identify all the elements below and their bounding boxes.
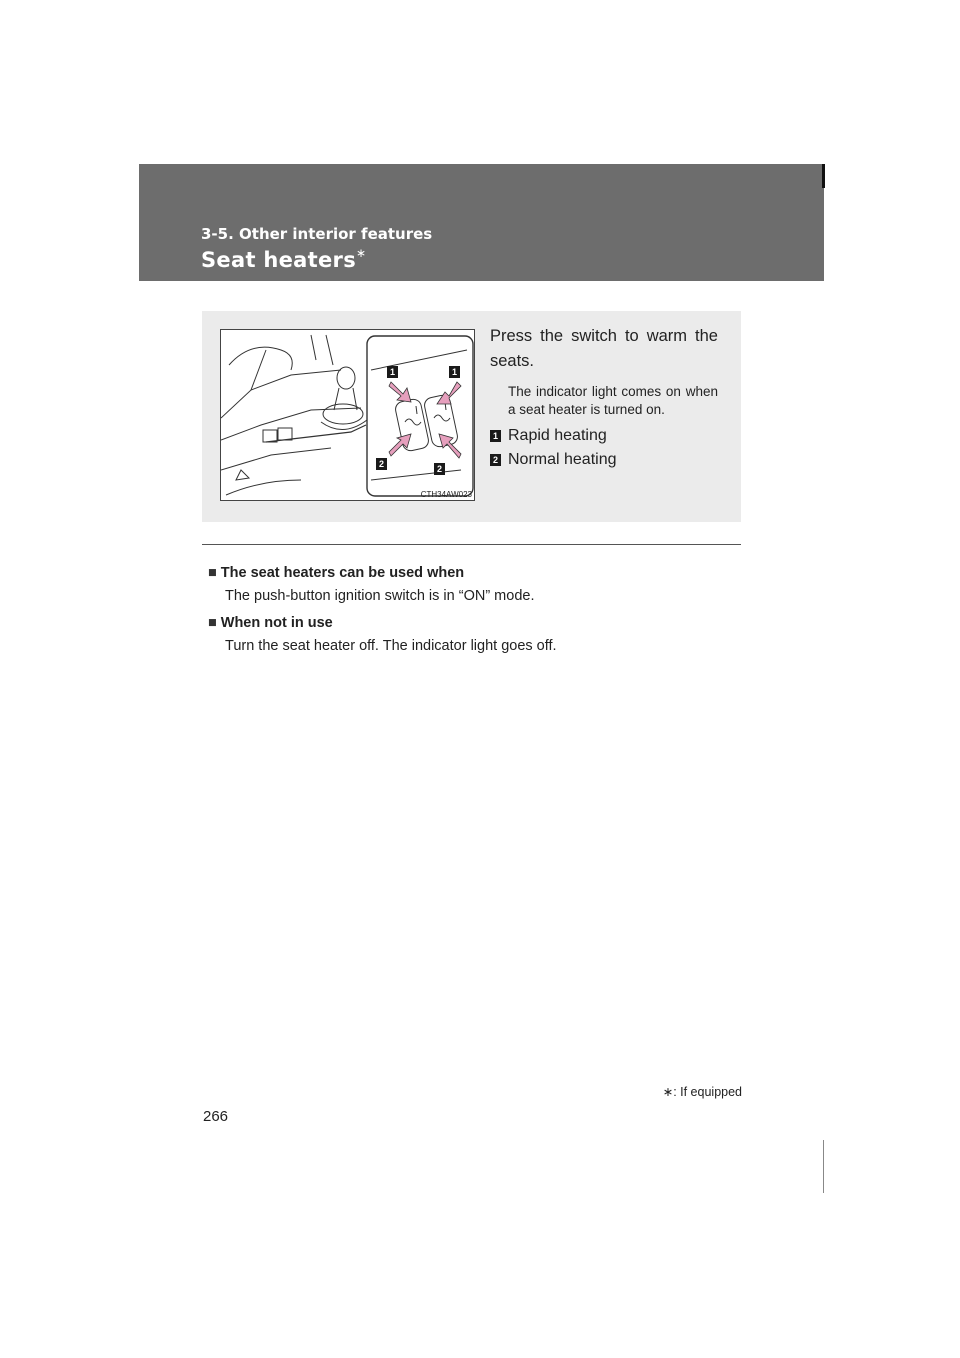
note-body: Turn the seat heater off. The indicator light goes off. (225, 638, 557, 654)
normal-arrow-left (389, 434, 411, 456)
side-marker (823, 1140, 824, 1193)
instruction-lead: Press the switch to warm the seats. (490, 327, 718, 370)
callout-1-left: 1 (389, 367, 396, 377)
notes-section (208, 563, 738, 663)
instruction-sub: The indicator light comes on when a seat heater is turned on. (508, 384, 718, 417)
legend-badge: 2 (490, 454, 501, 466)
callout-2-left: 2 (378, 459, 385, 469)
page-title (201, 248, 366, 272)
seat-heater-figure (220, 329, 475, 501)
rapid-arrow-left (389, 382, 411, 402)
legend-item-rapid (490, 427, 718, 445)
legend-item-normal (490, 451, 718, 469)
illustration-panel (202, 311, 741, 522)
square-bullet-icon: ■ (208, 565, 217, 581)
tab-marker (822, 164, 825, 188)
equipped-footnote: ∗: If equipped (662, 1085, 742, 1099)
legend-badge: 1 (490, 430, 501, 442)
legend-label: Normal heating (508, 451, 617, 468)
page-header (139, 164, 824, 281)
callout-1-right: 1 (451, 367, 458, 377)
equipped-mark: ∗ (356, 246, 367, 260)
legend-label: Rapid heating (508, 427, 607, 444)
divider (202, 544, 741, 545)
console-illustration (221, 330, 474, 500)
note-heading-text: When not in use (220, 615, 333, 631)
callout-2-right: 2 (436, 464, 443, 474)
rapid-arrow-right (437, 382, 461, 404)
square-bullet-icon: ■ (208, 615, 217, 631)
page-title-text: Seat heaters (201, 248, 356, 272)
note-heading (208, 563, 738, 583)
note-heading-text: The seat heaters can be used when (220, 565, 465, 581)
instruction-text (490, 324, 718, 469)
note-heading (208, 613, 738, 633)
figure-code: CTH34AW023 (420, 490, 472, 499)
note-body: The push-button ignition switch is in “ON” mode. (225, 588, 535, 604)
section-label: 3-5. Other interior features (201, 225, 433, 243)
page-number: 266 (203, 1108, 229, 1125)
